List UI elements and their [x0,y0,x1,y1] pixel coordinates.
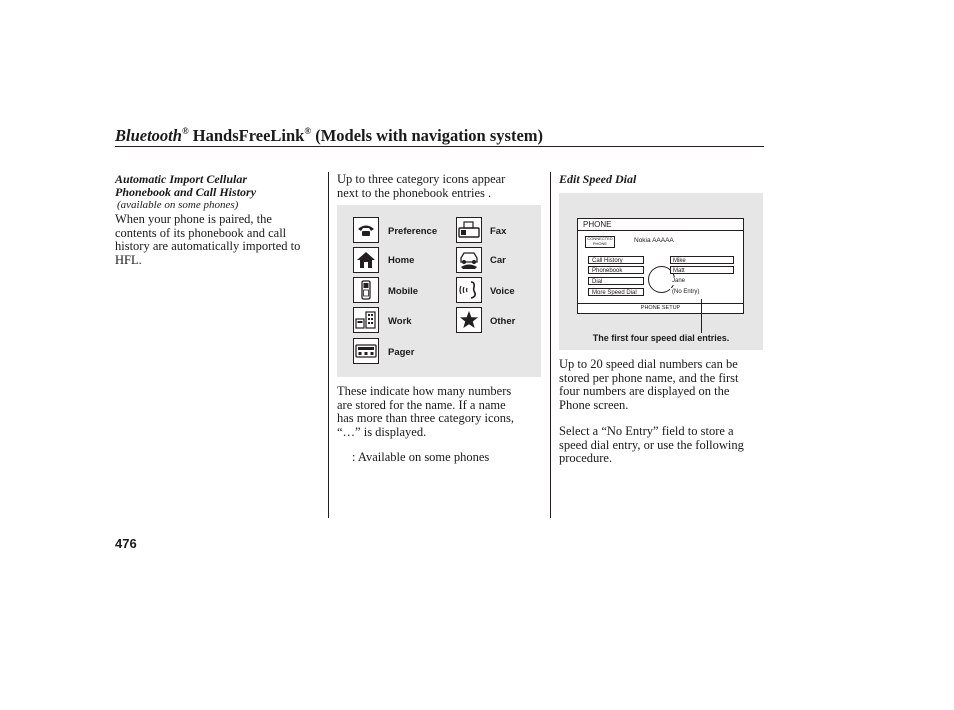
speed-dial-entry: Jane [670,277,734,285]
car-phone-icon [456,247,482,273]
icon-label-car: Car [490,255,506,266]
page-number: 476 [115,536,137,551]
text-line: Phone screen. [559,397,629,412]
menu-call-history: Call History [588,256,644,264]
icon-label-home: Home [388,255,415,266]
connected-label: PHONE [592,240,608,246]
speed-dial-caption: The first four speed dial entries. [592,333,730,343]
icons-paragraph [337,385,547,439]
text-line: Up to three category icons appear [337,172,506,186]
speed-dial-panel [559,193,763,350]
heading-line: Automatic Import Cellular [115,172,248,186]
star-icon [456,307,482,333]
text-line: “…” is displayed. [337,424,427,439]
icon-label-fax: Fax [490,226,507,237]
column-divider [328,172,329,518]
icon-label-preference: Preference [388,226,438,237]
text-line: contents of its phonebook and call [115,225,287,240]
text-line: Select a “No Entry” field to store a [559,424,734,438]
text-line: next to the phonebook entries . [337,185,492,200]
edit-speed-dial-heading: Edit Speed Dial [559,172,637,186]
column-divider [550,172,551,518]
speed-dial-entry: Mike [670,256,734,264]
registered-mark: ® [304,126,312,136]
footnote: : Available on some phones [352,450,490,464]
callout-line [701,299,702,333]
availability-note: (available on some phones) [117,199,239,211]
text-line: procedure. [559,451,613,465]
menu-phonebook: Phonebook [588,266,644,274]
text-line: speed dial entry, or use the following [559,437,744,452]
speed-dial-paragraph-1 [559,358,764,412]
icon-label-other: Other [490,316,516,327]
phone-name: Nokia AAAAA [634,237,674,244]
text-line: has more than three category icons, [337,411,515,425]
connected-label: CONNECTED [587,236,613,241]
text-line: When your phone is paired, the [115,212,272,226]
registered-mark: ® [181,126,189,136]
text-line: HFL. [115,252,142,267]
home-icon [353,247,379,273]
text-line: four numbers are displayed on the [559,384,730,398]
screen-title: PHONE [583,220,612,229]
icon-label-voice: Voice [490,286,515,297]
icons-intro [337,173,547,200]
speed-dial-entry: Matt [670,266,734,274]
text-line: history are automatically imported to [115,239,301,253]
menu-dial: Dial [588,277,644,285]
title-bluetooth: Bluetooth [115,126,182,145]
body-paragraph [115,213,320,267]
heading-line: Phonebook and Call History [115,185,257,199]
text-line: stored per phone name, and the first [559,370,739,385]
icon-label-mobile: Mobile [388,286,419,297]
work-icon [353,307,379,333]
pager-icon [353,338,379,364]
speed-dial-entry: (No Entry) [670,288,734,296]
title-models: (Models with navigation system) [311,126,544,145]
screen-divider [578,230,743,231]
icon-label-pager: Pager [388,347,415,358]
fax-icon [456,217,482,243]
voice-icon [456,277,482,303]
text-line: These indicate how many numbers [337,384,512,398]
phone-setup-label: PHONE SETUP [578,303,743,313]
icon-label-work: Work [388,316,412,327]
mobile-phone-icon [353,277,379,303]
text-line: Up to 20 speed dial numbers can be [559,357,738,371]
column-1 [115,173,320,267]
phone-screen-illustration [577,218,744,314]
connected-phone-box [585,236,615,248]
phone-handset-icon [353,217,379,243]
text-line: are stored for the name. If a name [337,397,506,412]
speed-dial-paragraph-2 [559,425,764,466]
title-handsfreelink: HandsFreeLink [188,126,305,145]
menu-more-speed-dial: More Speed Dial [588,288,644,296]
title-rule [115,146,764,147]
category-icons-panel [337,205,541,377]
page-title [115,118,765,149]
